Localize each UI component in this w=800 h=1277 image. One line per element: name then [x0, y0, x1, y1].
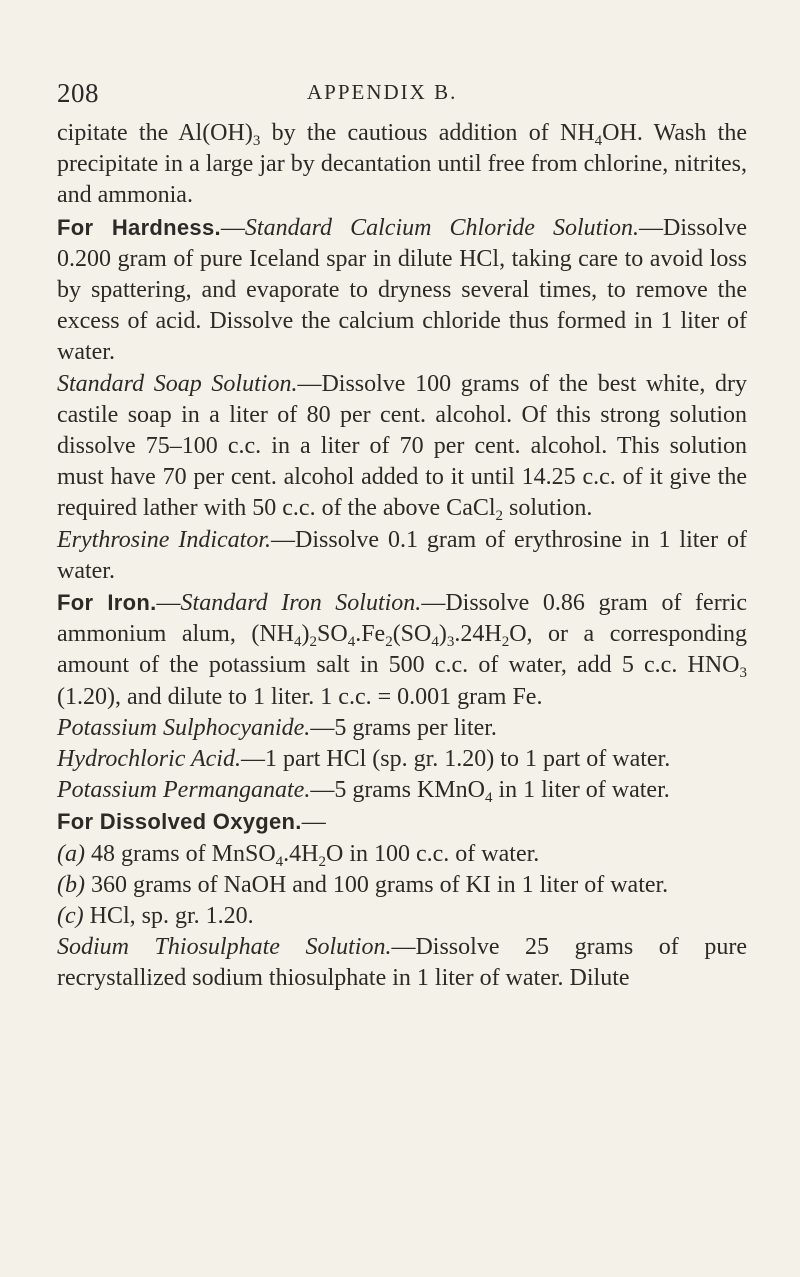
page-number: 208	[57, 78, 99, 108]
page-body	[57, 118, 747, 995]
paragraph-permanganate: Potassium Permanganate.—5 grams KMnO$_4$ in 1 liter of water.	[57, 777, 670, 807]
list-item-a: (a) 48 grams of $MnSO_4.4H_2O$ in 100 c.c. of water.	[57, 840, 540, 870]
reagent-title: Potassium Sulphocyanide.	[57, 714, 311, 741]
paragraph-hardness: For Hardness.—Standard Calcium Chloride Solution.—Dissolve 0.200 gram of pure Iceland spar in dilute HCl, taking care to avoid loss by spattering, and evaporate to dryness several times, to remove the excess of acid. Dissolve the calcium chloride thus formed in 1 liter of water.	[57, 214, 747, 366]
reagent-title: Standard Iron Solution.	[180, 590, 422, 617]
list-item-b: (b) 360 grams of NaOH and 100 grams of KI in 1 liter of water.	[57, 871, 669, 898]
reagent-title: Erythrosine Indicator.	[57, 526, 272, 553]
paragraph-erythrosine: Erythrosine Indicator.—Dissolve 0.1 gram of erythrosine in 1 liter of water.	[57, 526, 747, 584]
paragraph-thiosulphate: Sodium Thiosulphate Solution.—Dissolve 25 grams of pure recrystallized sodium thiosulphate in 1 liter of water. Dilute	[57, 934, 747, 992]
section-heading-hardness: For Hardness.	[57, 214, 221, 240]
paragraph-precipitate: cipitate the $Al(OH)_3$ by the cautious addition of $NH_4OH$. Wash the precipitate in a large jar by decantation until free from chlorine, nitrites, and ammonia.	[57, 120, 747, 209]
list-item-c: (c) HCl, sp. gr. 1.20.	[57, 903, 254, 930]
paragraph-hydrochloric: Hydrochloric Acid.—1 part HCl (sp. gr. 1.20) to 1 part of water.	[57, 746, 671, 773]
section-heading-oxygen: For Dissolved Oxygen.	[57, 809, 302, 835]
paragraph-iron: For Iron.—Standard Iron Solution.—Dissolve 0.86 gram of ferric ammonium alum, $(NH_4)_2SO_4.Fe_2(SO_4)_3.24H_2O$, or a corresponding amount of the potassium salt in 500 c.c. of water, add 5 c.c. $HNO_3$ (1.20), and dilute to 1 liter. 1 c.c. = 0.001 gram Fe.	[57, 590, 748, 710]
reagent-title: Standard Soap Solution.	[57, 370, 298, 397]
reagent-title: Sodium Thiosulphate Solution.	[57, 934, 392, 961]
running-head: APPENDIX B.	[307, 80, 458, 104]
paragraph-sulphocyanide: Potassium Sulphocyanide.—5 grams per liter.	[57, 714, 497, 741]
paragraph-soap: Standard Soap Solution.—Dissolve 100 grams of the best white, dry castile soap in a liter of 80 per cent. alcohol. Of this strong solution dissolve 75–100 c.c. in a liter of 70 per cent. alcohol. This solution must have 70 per cent. alcohol added to it until 14.25 c.c. of it give the required lather with 50 c.c. of the above CaCl$_2$ solution.	[57, 370, 748, 525]
reagent-title: Hydrochloric Acid.	[57, 746, 241, 773]
paragraph-oxygen: For Dissolved Oxygen.—	[57, 809, 326, 836]
reagent-title: Potassium Permanganate.	[57, 777, 311, 804]
reagent-title: Standard Calcium Chloride Solution.	[244, 214, 639, 241]
section-heading-iron: For Iron.	[57, 590, 157, 616]
